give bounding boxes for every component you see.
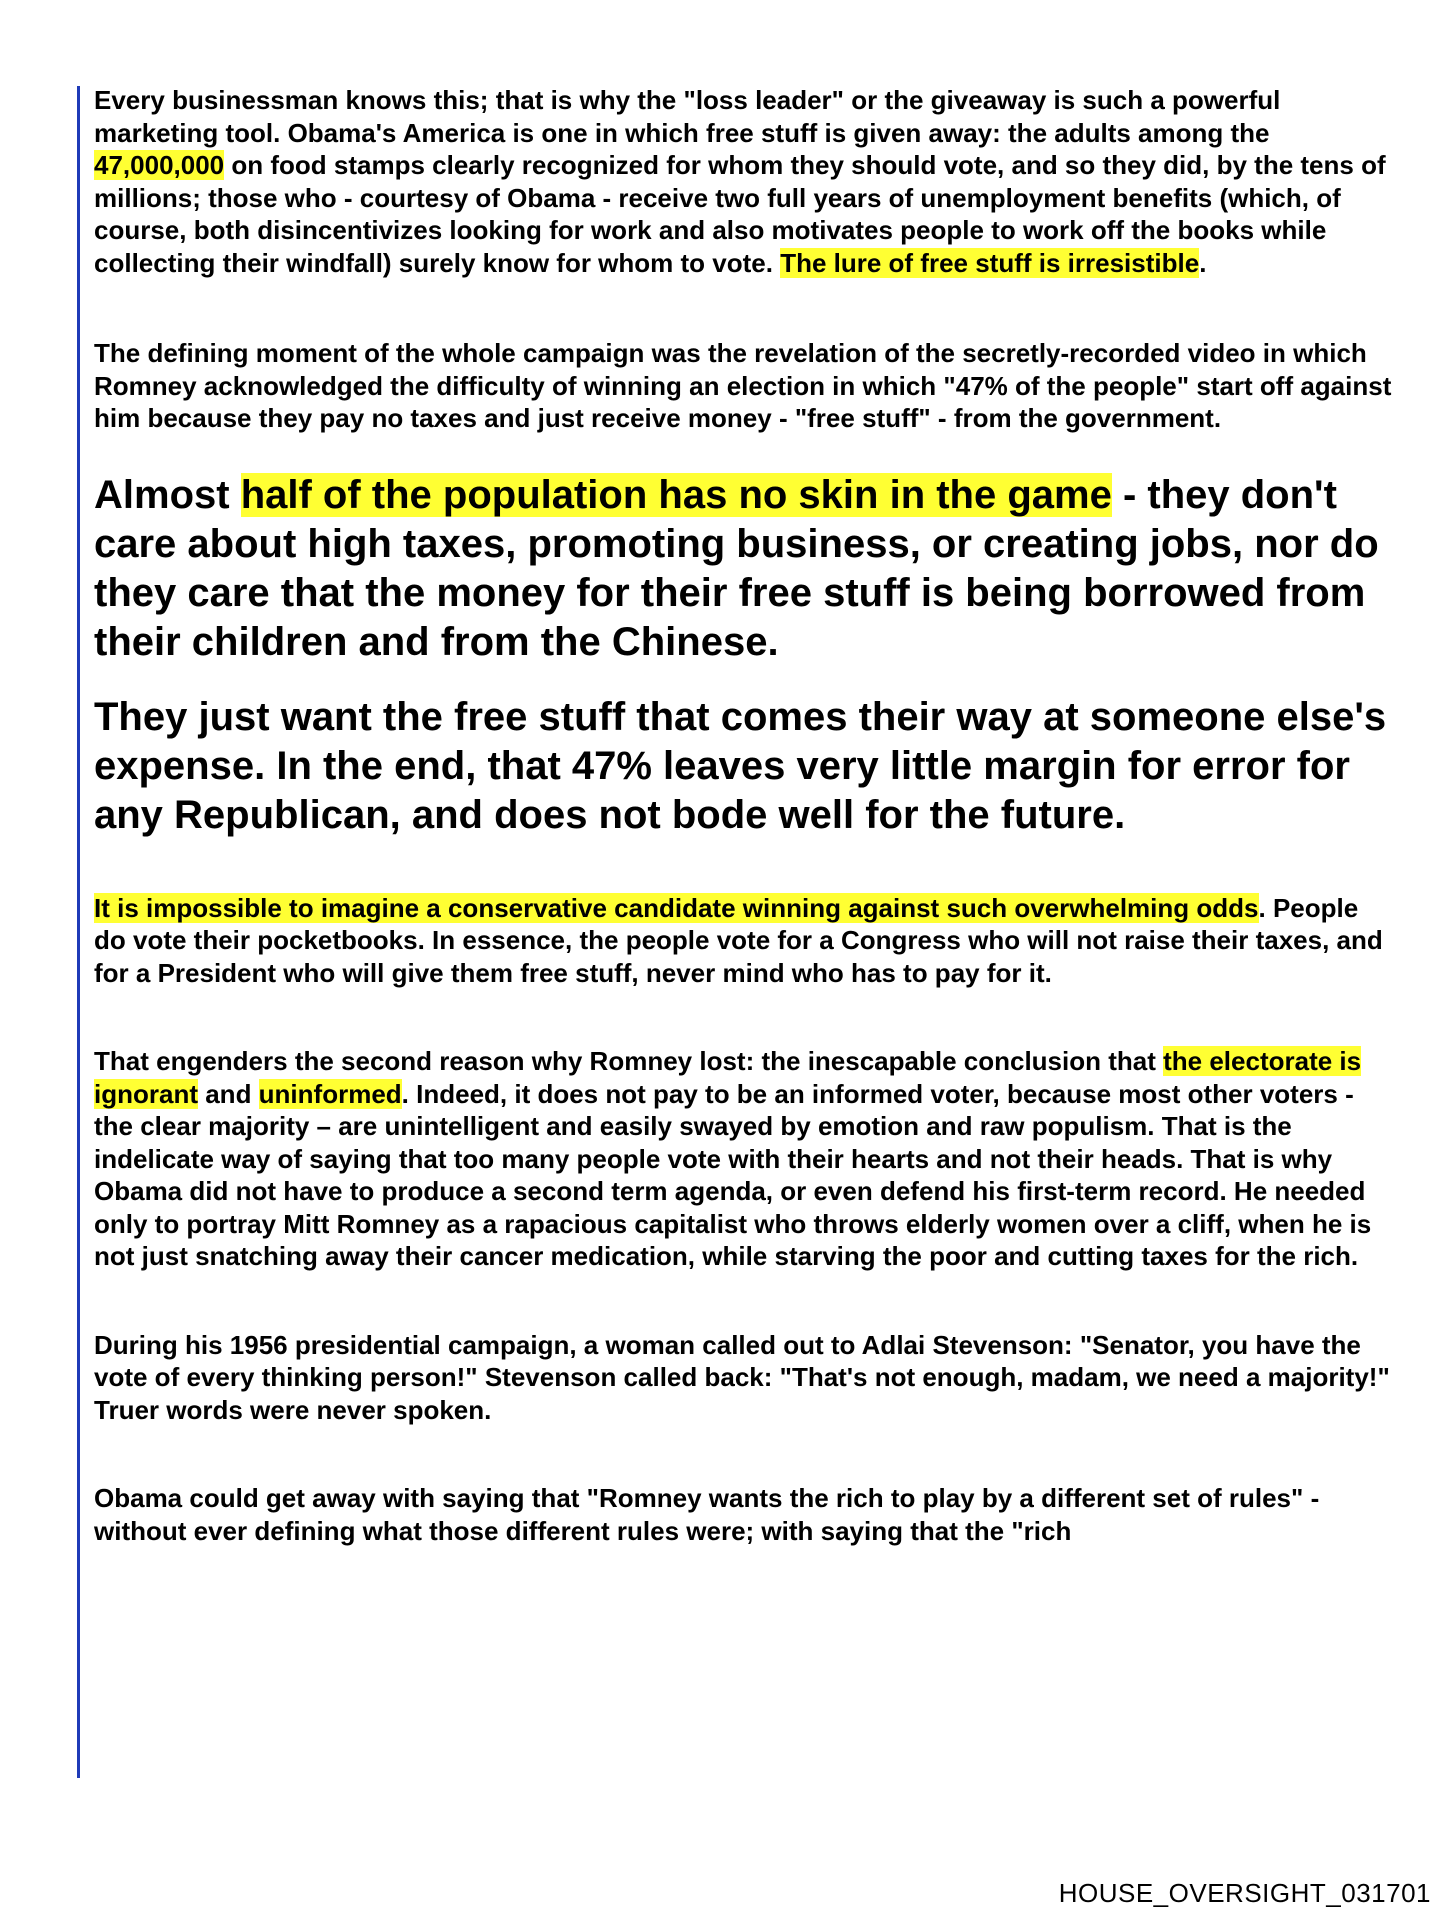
paragraph-electorate: That engenders the second reason why Romney lost: the inescapable conclusion that the electorate is ignorant and uninformed. Indeed, it does not pay to be an informed voter, because most other voters - the clear majority – are unintelligent and easily swayed by emotion and raw populism. That is the indelicate way of saying that too many people vote with their hearts and not their heads. That is why Obama did not have to produce a second term agenda, or even defend his first-term record. He needed only to portray Mitt Romney as a rapacious capitalist who throws elderly women over a cliff, when he is not just snatching away their cancer medication, while starving the poor and cutting taxes for the rich.	[94, 1046, 1372, 1271]
paragraph-defining-moment: The defining moment of the whole campaign was the revelation of the secretly-recorded video in which Romney acknowledged the difficulty of winning an election in which "47% of the people" start off against him because they pay no taxes and just receive money - "free stuff" - from the government.	[94, 338, 1392, 433]
paragraph-stevenson: During his 1956 presidential campaign, a woman called out to Adlai Stevenson: "Senator, you have the vote of every thinking person!" Stevenson called back: "That's not enough, madam, we need a majority!" Truer words were never spoken.	[94, 1329, 1390, 1425]
highlight-uninformed: uninformed	[258, 1078, 402, 1109]
highlight-free-stuff: The lure of free stuff is irresistible	[780, 247, 1200, 278]
document-body	[94, 84, 1394, 1547]
paragraph-impossible: It is impossible to imagine a conservative candidate winning against such overwhelming odds. People do vote their pocketbooks. In essence, the people vote for a Congress who will not raise their taxes, and for a President who will give them free stuff, never mind who has to pay for it.	[94, 892, 1383, 988]
paragraph-loss-leader: Every businessman knows this; that is why the "loss leader" or the giveaway is such a powerful marketing tool. Obama's America is one in which free stuff is given away: the adults among the 47,000,000 on food stamps clearly recognized for whom they should vote, and so they did, by the tens of millions; those who - courtesy of Obama - receive two full years of unemployment benefits (which, of course, both disincentivizes looking for work and also motivates people to work off the books while collecting their windfall) surely know for whom to vote. The lure of free stuff is irresistible.	[94, 85, 1386, 278]
highlight-impossible: It is impossible to imagine a conservative candidate winning against such overwhelming odds	[94, 892, 1259, 923]
paragraph-free-stuff-expense: They just want the free stuff that comes their way at someone else's expense. In the end, that 47% leaves very little margin for error for any Republican, and does not bode well for the future.	[94, 694, 1387, 837]
paragraph-skin-in-game: Almost half of the population has no skin in the game - they don't care about high taxes, promoting business, or creating jobs, nor do they care that the money for their free stuff is being borrowed from their children and from the Chinese.	[94, 472, 1379, 664]
highlight-food-stamps: 47,000,000	[94, 150, 225, 180]
highlight-half-population: half of the population has no skin in the game	[240, 472, 1112, 517]
paragraph-different-rules: Obama could get away with saying that "Romney wants the rich to play by a different set of rules" - without ever defining what those different rules were; with saying that the "rich	[94, 1483, 1320, 1546]
quote-bar	[77, 86, 80, 1778]
document-id-footer: HOUSE_OVERSIGHT_031701	[1058, 1878, 1431, 1908]
highlight-electorate-ignorant: the electorate is ignorant	[94, 1046, 1362, 1109]
